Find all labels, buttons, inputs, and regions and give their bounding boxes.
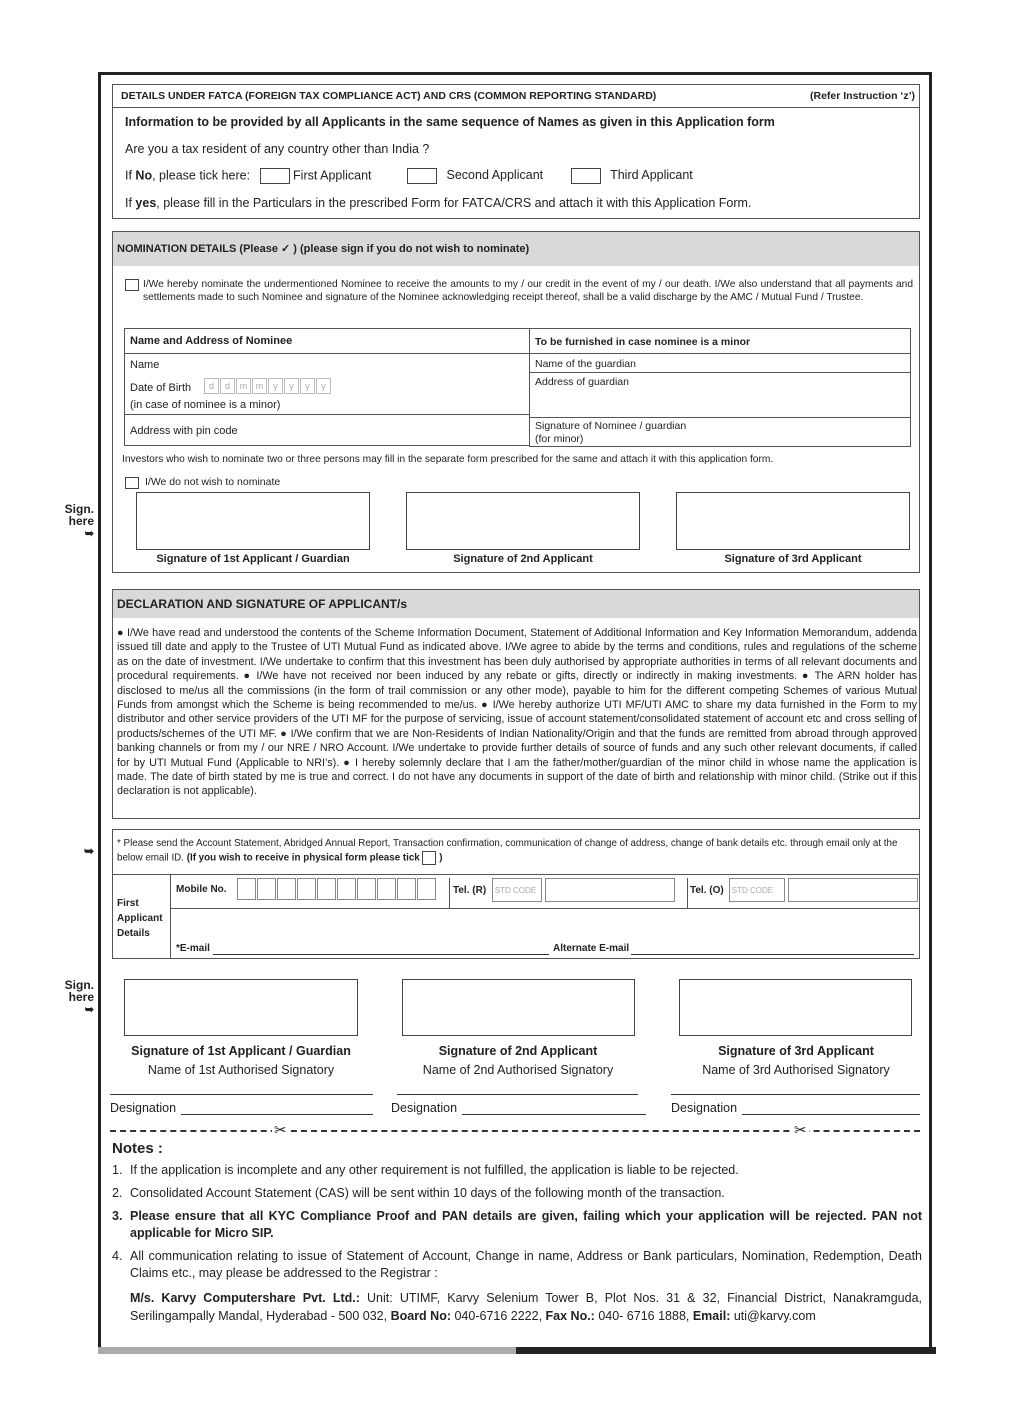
third-applicant-label: Third Applicant: [610, 168, 693, 183]
nomination-signature-3[interactable]: [676, 492, 910, 550]
scissors-icon: ✂: [274, 1122, 287, 1139]
declaration-section: [112, 589, 920, 819]
tel-r-label: Tel. (R): [453, 884, 487, 896]
email-section: [112, 829, 920, 959]
guardian-address-label: Address of guardian: [535, 376, 629, 388]
nomination-section: [112, 231, 920, 573]
nomination-sig3-label: Signature of 3rd Applicant: [724, 553, 862, 565]
registrar-address: M/s. Karvy Computershare Pvt. Ltd.: Unit: UTIMF, Karvy Selenium Tower B, Plot Nos. 31 & 32, Financial District, Nanakramguda, Serilingampally Mandal, Hyderabad - 500 032, Board No: 040-6716 2222, Fax No.: 040- 6716 1888, Email: uti@karvy.com: [130, 1291, 922, 1323]
notes-title: Notes :: [112, 1140, 163, 1157]
applicant-signature-2[interactable]: [402, 979, 635, 1036]
tel-r-input[interactable]: [545, 878, 675, 902]
tick-icon: ✓: [281, 243, 291, 255]
note-item: 4. All communication relating to issue of Statement of Account, Change in name, Address or Bank particulars, Nomination, Redemption, Death Claims etc., may please be addressed to the Registrar :: [112, 1249, 922, 1280]
note-item: 2. Consolidated Account Statement (CAS) will be sent within 10 days of the following month of the transaction.: [112, 1186, 725, 1200]
signatory-2-name-line[interactable]: [397, 1094, 638, 1095]
sign-here-label-1: Sign. here ➥: [64, 502, 94, 540]
nominee-name-dob-cell[interactable]: [124, 353, 530, 415]
declaration-title: DECLARATION AND SIGNATURE OF APPLICANT/s: [113, 590, 919, 618]
nomination-sig1-label: Signature of 1st Applicant / Guardian: [156, 553, 350, 565]
tel-o-input[interactable]: [788, 878, 918, 902]
tel-r-std-input[interactable]: STD CODE: [492, 878, 542, 902]
tel-o-row: [690, 878, 918, 902]
signature-1-label: Signature of 1st Applicant / Guardian: [131, 1044, 351, 1058]
minor-col-header: To be furnished in case nominee is a minor: [535, 336, 751, 348]
dob-input[interactable]: d d m m y y y y: [203, 378, 331, 394]
second-applicant-checkbox[interactable]: [407, 168, 437, 184]
alt-email-input[interactable]: [631, 954, 914, 955]
designation-2-input[interactable]: [462, 1114, 646, 1115]
first-applicant-details-label: First Applicant Details: [117, 898, 163, 939]
email-label: *E-mail: [176, 943, 210, 954]
signatory-1-label: Name of 1st Authorised Signatory: [147, 1063, 335, 1077]
nominee-address-label: Address with pin code: [130, 425, 238, 437]
first-applicant-checkbox[interactable]: [260, 168, 290, 184]
email-input[interactable]: [213, 954, 549, 955]
second-applicant-label: Second Applicant: [446, 168, 544, 183]
fatca-question: Are you a tax resident of any country other than India ?: [125, 142, 430, 156]
note-item: 3. Please ensure that all KYC Compliance Proof and PAN details are given, failing which your application will be rejected. PAN not applicable for Micro SIP.: [112, 1209, 922, 1240]
first-applicant-label: First Applicant: [293, 168, 372, 183]
fatca-if-no-row: If No, please tick here: First Applicant Second Applicant Third Applicant: [125, 168, 693, 183]
nominee-name-label: Name: [130, 359, 160, 371]
guardian-sign-label: Signature of Nominee / guardian (for minor): [535, 420, 687, 445]
scissors-icon: ✂: [794, 1122, 807, 1139]
fatca-refer: (Refer Instruction ‘z’): [809, 90, 915, 102]
do-not-nominate-label: I/We do not wish to nominate: [145, 476, 281, 488]
bullet-icon: ●: [280, 727, 288, 740]
arrow-icon: ➥: [84, 1004, 94, 1016]
investors-note: Investors who wish to nominate two or three persons may fill in the separate form prescribed for the same and attach it with this application form.: [122, 454, 774, 465]
mobile-input[interactable]: [237, 878, 437, 900]
dob-label: Date of Birth: [130, 382, 192, 394]
tel-r-row: [453, 878, 675, 902]
designation-1-input[interactable]: [181, 1114, 373, 1115]
applicant-signature-1[interactable]: [124, 979, 358, 1036]
nominate-checkbox[interactable]: [125, 279, 139, 291]
mobile-row: [176, 878, 437, 900]
designation-3-input[interactable]: [742, 1114, 920, 1115]
bullet-icon: ●: [343, 756, 351, 769]
designation-2-label: Designation: [391, 1101, 458, 1115]
dob-note: (in case of nominee is a minor): [130, 399, 281, 411]
third-applicant-checkbox[interactable]: [571, 168, 601, 184]
do-not-nominate-checkbox[interactable]: [125, 477, 139, 489]
page-bottom-bar: [98, 1347, 936, 1354]
nomination-sig2-label: Signature of 2nd Applicant: [453, 553, 593, 565]
mobile-label: Mobile No.: [176, 883, 227, 895]
arrow-icon: ➥: [84, 528, 94, 540]
signatory-1-name-line[interactable]: [110, 1094, 373, 1095]
arrow-icon: ➥: [83, 844, 94, 858]
nominee-col-header: Name and Address of Nominee: [130, 335, 293, 347]
signatory-3-name-line[interactable]: [671, 1094, 920, 1095]
signatory-3-label: Name of 3rd Authorised Signatory: [702, 1063, 890, 1077]
tel-o-label: Tel. (O): [690, 884, 724, 896]
tel-o-std-input[interactable]: STD CODE: [729, 878, 785, 902]
declaration-text: ● I/We have read and understood the contents of the Scheme Information Document, Statement of Additional Information and Key Information Memorandum, addenda issued till date and apply to the Trustee of UTI Mutual Fund as indicated above. I/We agree to abide by the terms and conditions, rules and regulations of the scheme as on the date of investment. I/We undertake to confirm that this investment has been duly authorised by appropriate authorities in terms of all relevant documents and procedural requirements. ● I/We have not received nor been induced by any rebate or gifts, directly or indirectly in making investments. ● The ARN holder has disclosed to me/us all the commissions (in the form of trail commission or any other mode), payable to him for the different competing Schemes of various Mutual Funds from amongst which the Scheme is being recommended to me/us. ● I/We hereby authorize UTI MF/UTI AMC to share my data furnished in the Form to my distributor and other service providers of the UTI MF for the purpose of servicing, issue of account statement/consolidated statement of account etc and cross selling of products/schemes of the UTI MF. ● I/We confirm that we are Non-Residents of Indian Nationality/Origin and that the funds are remitted from abroad through approved banking channels or from my / our NRE / NRO Account. I/We undertake to provide further details of source of funds and any such other relevant documents, if called for by UTI Mutual Fund (Applicable to NRI’s). ● I hereby solemnly declare that I am the father/mother/guardian of the minor child in whose name the application is made. The date of birth stated by me is true and correct. I do not have any documents in support of the date of birth and relationship with minor child. (Strike out if this declaration is not applicable).: [117, 627, 918, 798]
physical-form-checkbox[interactable]: [422, 851, 436, 865]
designation-3-label: Designation: [671, 1101, 738, 1115]
signature-2-label: Signature of 2nd Applicant: [438, 1044, 598, 1058]
email-note: * Please send the Account Statement, Abridged Annual Report, Transaction confirmation, communication of change of address, change of bank details etc. through email only at the below email ID. (If you wish to receive in physical form please tick ): [117, 838, 898, 864]
fatca-title: DETAILS UNDER FATCA (FOREIGN TAX COMPLIANCE ACT) AND CRS (COMMON REPORTING STANDARD): [121, 90, 657, 102]
signatory-2-label: Name of 2nd Authorised Signatory: [422, 1063, 614, 1077]
fatca-if-yes: If yes, please fill in the Particulars in the prescribed Form for FATCA/CRS and attach it with this Application Form.: [125, 196, 752, 210]
fatca-info: Information to be provided by all Applicants in the same sequence of Names as given in this Application form: [125, 115, 775, 129]
nomination-title: NOMINATION DETAILS (Please ✓ ) (please sign if you do not wish to nominate): [113, 232, 919, 266]
bullet-icon: ●: [801, 670, 811, 683]
bullet-icon: ●: [243, 670, 252, 683]
nomination-signature-1[interactable]: [136, 492, 370, 550]
note-item: 1. If the application is incomplete and any other requirement is not fulfilled, the application is liable to be rejected.: [112, 1163, 739, 1177]
bullet-icon: ●: [481, 699, 489, 712]
signature-3-label: Signature of 3rd Applicant: [718, 1044, 874, 1058]
nomination-declaration: I/We hereby nominate the undermentioned Nominee to receive the amounts to my / our credit in the event of my / our death. I/We also understand that all payments and settlements made to such Nominee and signature of the Nominee acknowledging receipt thereof, shall be a valid discharge by the AMC / Mutual Fund / Trustee.: [143, 279, 913, 303]
nomination-signature-2[interactable]: [406, 492, 640, 550]
alt-email-label: Alternate E-mail: [553, 943, 630, 954]
bullet-icon: ●: [117, 627, 124, 639]
sign-here-label-2: Sign. here ➥: [64, 978, 94, 1016]
designation-1-label: Designation: [110, 1101, 177, 1115]
guardian-name-label: Name of the guardian: [535, 358, 636, 370]
fatca-section: [112, 84, 920, 219]
applicant-signature-3[interactable]: [679, 979, 912, 1036]
